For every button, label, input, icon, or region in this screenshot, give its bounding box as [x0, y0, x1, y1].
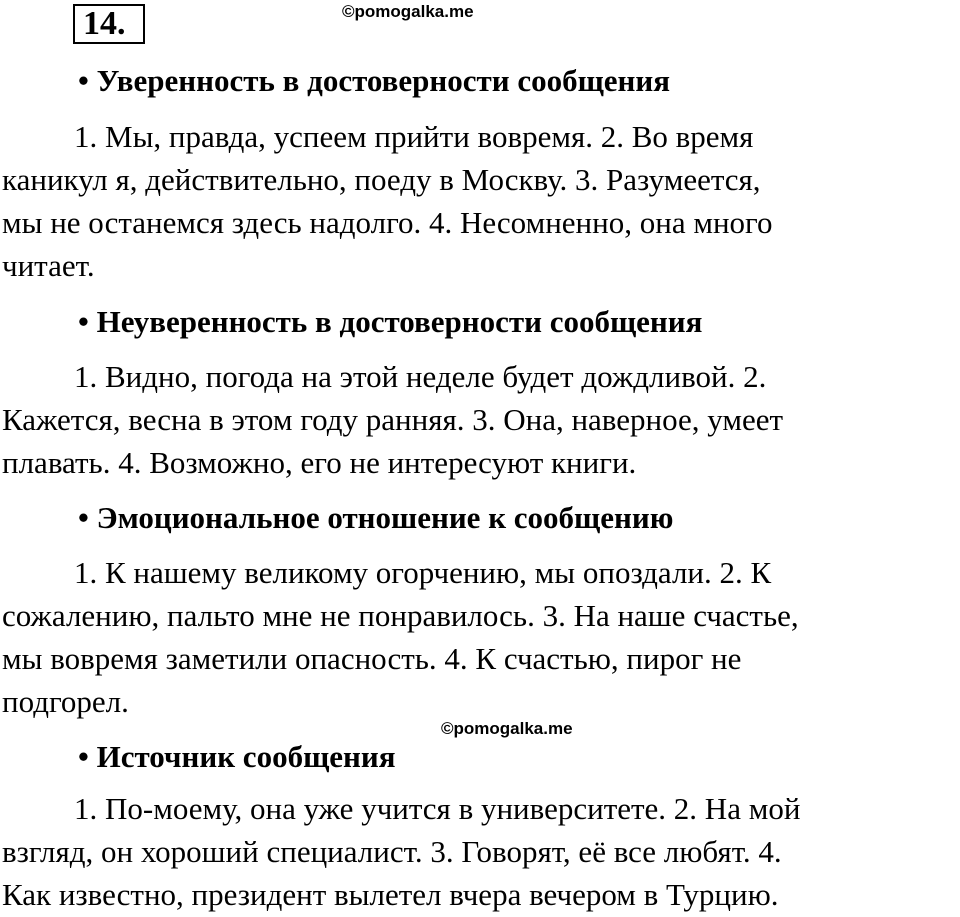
paragraph-line: сожалению, пальто мне не понравилось. 3. На наше счастье, — [2, 598, 799, 633]
section-heading: • Неуверенность в достоверности сообщения — [78, 304, 703, 339]
section-paragraph — [2, 355, 960, 484]
paragraph-line: 1. По-моему, она уже учится в университете. 2. На мой — [74, 791, 801, 826]
paragraph-line: 1. Мы, правда, успеем прийти вовремя. 2. Во время — [74, 119, 754, 154]
paragraph-line: плавать. 4. Возможно, его не интересуют книги. — [2, 445, 637, 480]
section-heading: • Эмоциональное отношение к сообщению — [78, 500, 674, 535]
section-paragraph — [2, 115, 960, 287]
paragraph-line: Как известно, президент вылетел вчера вечером в Турцию. — [2, 877, 779, 912]
paragraph-line: мы не останемся здесь надолго. 4. Несомненно, она много — [2, 205, 773, 240]
paragraph-line: Кажется, весна в этом году ранняя. 3. Она, наверное, умеет — [2, 402, 784, 437]
section-paragraph — [2, 787, 960, 916]
paragraph-line: 1. К нашему великому огорчению, мы опоздали. 2. К — [74, 555, 772, 590]
section-heading: • Источник сообщения — [78, 739, 396, 774]
paragraph-line: каникул я, действительно, поеду в Москву. 3. Разумеется, — [2, 162, 761, 197]
paragraph-line: взгляд, он хороший специалист. 3. Говорят, её все любят. 4. — [2, 834, 782, 869]
paragraph-line: 1. Видно, погода на этой неделе будет дождливой. 2. — [74, 359, 767, 394]
section-heading: • Уверенность в достоверности сообщения — [78, 63, 671, 98]
watermark: ©pomogalka.me — [441, 719, 573, 738]
section-paragraph — [2, 551, 960, 723]
exercise-number: 14. — [73, 4, 145, 44]
paragraph-line: подгорел. — [2, 684, 129, 719]
watermark: ©pomogalka.me — [342, 2, 474, 21]
paragraph-line: читает. — [2, 248, 95, 283]
paragraph-line: мы вовремя заметили опасность. 4. К счастью, пирог не — [2, 641, 742, 676]
